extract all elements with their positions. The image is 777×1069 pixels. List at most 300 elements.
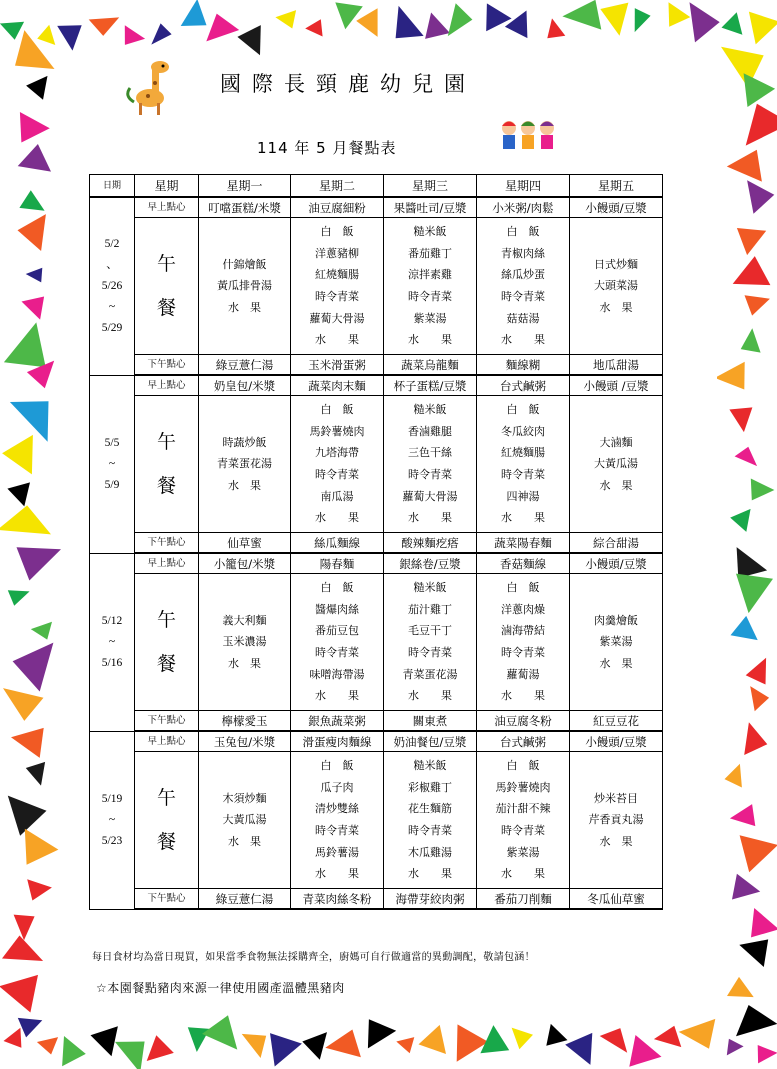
lunch-item: 白 飯 (320, 759, 354, 773)
afternoon-snack-cell: 油豆腐冬粉 (477, 711, 570, 732)
triangle-decoration (690, 2, 720, 42)
afternoon-snack-cell: 海帶芽絞肉粥 (384, 889, 477, 910)
date-line: ~ (108, 635, 116, 648)
lunch-cell (199, 752, 291, 889)
triangle-decoration (744, 722, 767, 755)
triangle-decoration (0, 22, 24, 40)
lunch-item: 水 果 (315, 867, 359, 881)
lunch-item: 涼拌素雞 (408, 268, 452, 282)
afternoon-snack-row (90, 533, 663, 554)
header-date: 日期 (90, 175, 135, 198)
lunch-item: 香滷雞腿 (408, 424, 452, 438)
date-line: 5/12 (101, 614, 123, 627)
lunch-item: 肉羹燴飯 (594, 613, 638, 627)
lunch-item: 白 飯 (506, 403, 540, 417)
afternoon-snack-cell: 綜合甜湯 (570, 533, 663, 554)
triangle-decoration (115, 1042, 145, 1069)
lunch-item: 糙米飯 (413, 403, 447, 417)
lunch-item: 水 果 (315, 333, 359, 347)
triangle-decoration (727, 150, 762, 182)
triangle-decoration (242, 1034, 267, 1058)
lunch-item: 木須炒麵 (222, 791, 267, 805)
lunch-item: 炒米苔目 (594, 791, 638, 805)
lunch-cell (199, 396, 291, 533)
lunch-item: 洋蔥豬柳 (315, 246, 359, 260)
morning-snack-cell: 台式鹹粥 (477, 375, 570, 396)
lunch-item: 水 果 (228, 656, 261, 670)
triangle-decoration (457, 1024, 489, 1061)
triangle-decoration (635, 8, 651, 32)
lunch-item: 茄汁甜不辣 (495, 802, 551, 816)
morning-snack-label: 早上點心 (135, 731, 199, 752)
lunch-item: 馬鈴薯燒肉 (309, 424, 365, 438)
lunch-item: 白 飯 (506, 225, 540, 239)
triangle-decoration (26, 76, 47, 100)
triangle-decoration (335, 2, 363, 29)
lunch-label-char: 午 (156, 787, 176, 809)
lunch-item: 水 果 (228, 478, 261, 492)
lunch-item: 什錦燴飯 (222, 257, 267, 271)
triangle-decoration (62, 1036, 86, 1066)
triangle-decoration (733, 256, 771, 285)
triangle-decoration (2, 936, 43, 962)
afternoon-snack-cell: 仙草蜜 (199, 533, 291, 554)
lunch-item: 糙米飯 (413, 225, 447, 239)
morning-snack-row (90, 553, 663, 574)
lunch-row (90, 218, 663, 355)
lunch-label (135, 574, 199, 711)
notice-text: 每日食材均為當日現買，如果當季食物無法採購齊全，廚媽可自行做適當的異動調配，敬請包涵！ (92, 952, 535, 963)
lunch-item: 味噌海帶湯 (309, 667, 365, 681)
triangle-decoration (57, 25, 81, 50)
date-line: ~ (108, 457, 116, 470)
lunch-item: 時令青菜 (408, 468, 452, 481)
lunch-cell (570, 752, 663, 889)
lunch-item: 紫菜湯 (599, 635, 633, 649)
date-line: 、 (106, 258, 118, 271)
morning-snack-cell: 小籠包/米漿 (199, 553, 291, 574)
triangle-decoration (546, 1024, 567, 1046)
triangle-decoration (181, 0, 207, 26)
lunch-item: 青菜蛋花湯 (217, 457, 272, 471)
triangle-decoration (275, 10, 296, 28)
triangle-decoration (206, 14, 239, 42)
lunch-item: 青菜蛋花湯 (402, 667, 458, 681)
lunch-item: 水 果 (599, 834, 633, 848)
lunch-item: 水 果 (315, 511, 359, 525)
triangle-decoration (746, 658, 766, 685)
lunch-item: 紫菜湯 (506, 845, 540, 859)
triangle-decoration (731, 616, 758, 640)
lunch-cell (291, 752, 384, 889)
afternoon-snack-label: 下午點心 (135, 355, 199, 376)
afternoon-snack-cell: 紅豆豆花 (570, 711, 663, 732)
lunch-item: 時令青菜 (315, 824, 359, 837)
triangle-decoration (425, 13, 450, 39)
afternoon-snack-cell: 蔬菜陽春麵 (477, 533, 570, 554)
lunch-item: 蘿蔔湯 (506, 667, 540, 681)
triangle-decoration (727, 977, 754, 997)
lunch-item: 清炒雙絲 (315, 802, 359, 816)
lunch-item: 紅燒麵腸 (501, 446, 545, 460)
triangle-decoration (13, 643, 54, 692)
morning-snack-label: 早上點心 (135, 197, 199, 218)
lunch-item: 大黃瓜湯 (594, 457, 638, 471)
triangle-decoration (715, 362, 745, 390)
lunch-item: 大頭菜湯 (594, 279, 638, 293)
morning-snack-cell: 叮噹蛋糕/米漿 (199, 197, 291, 218)
afternoon-snack-cell: 綠豆薏仁湯 (199, 889, 291, 910)
lunch-label (135, 752, 199, 889)
lunch-item: 水 果 (599, 478, 633, 492)
afternoon-snack-cell: 關東煮 (384, 711, 477, 732)
morning-snack-cell: 奶油餐包/豆漿 (384, 731, 477, 752)
lunch-item: 蘿蔔大骨湯 (309, 311, 365, 325)
triangle-decoration (4, 322, 46, 367)
week-dates (90, 197, 135, 375)
morning-snack-cell: 香菇麵線 (477, 553, 570, 574)
morning-snack-cell: 滑蛋瘦肉麵線 (291, 731, 384, 752)
lunch-cell (291, 396, 384, 533)
lunch-item: 絲瓜炒蛋 (501, 268, 545, 282)
morning-snack-label: 早上點心 (135, 375, 199, 396)
lunch-cell (570, 396, 663, 533)
triangle-decoration (18, 214, 46, 251)
lunch-cell (384, 574, 477, 711)
triangle-decoration (729, 407, 752, 432)
lunch-item: 白 飯 (320, 403, 354, 417)
lunch-label (135, 396, 199, 533)
afternoon-snack-cell: 青菜肉絲冬粉 (291, 889, 384, 910)
afternoon-snack-cell: 冬瓜仙草蜜 (570, 889, 663, 910)
triangle-decoration (727, 1039, 744, 1056)
lunch-item: 水 果 (501, 867, 545, 881)
triangle-decoration (750, 686, 769, 711)
morning-snack-cell: 小米粥/肉鬆 (477, 197, 570, 218)
triangle-decoration (147, 1035, 174, 1061)
lunch-item: 木瓜雞湯 (408, 845, 452, 859)
morning-snack-cell: 小饅頭/豆漿 (570, 197, 663, 218)
afternoon-snack-cell: 地瓜甜湯 (570, 355, 663, 376)
triangle-decoration (0, 505, 51, 534)
triangle-decoration (0, 975, 38, 1013)
triangle-decoration (732, 874, 760, 900)
triangle-decoration (654, 1026, 681, 1047)
triangle-decoration (368, 1019, 396, 1048)
lunch-item: 蘿蔔大骨湯 (402, 489, 458, 503)
triangle-decoration (22, 297, 45, 320)
triangle-decoration (18, 1018, 43, 1038)
triangle-decoration (725, 764, 742, 788)
lunch-cell (570, 218, 663, 355)
triangle-decoration (2, 435, 33, 475)
triangle-decoration (89, 17, 120, 36)
lunch-item: 白 飯 (320, 581, 354, 595)
header-day-tue: 星期二 (291, 175, 384, 198)
lunch-item: 時令青菜 (408, 646, 452, 659)
triangle-decoration (736, 1005, 777, 1036)
lunch-item: 玉米濃湯 (222, 635, 267, 649)
lunch-item: 水 果 (228, 834, 261, 848)
triangle-decoration (237, 25, 260, 55)
header-weekday: 星期 (135, 175, 199, 198)
triangle-decoration (749, 12, 777, 45)
lunch-item: 瓜子肉 (320, 780, 354, 794)
lunch-label-char: 午 (156, 431, 176, 453)
morning-snack-cell: 銀絲卷/豆漿 (384, 553, 477, 574)
triangle-decoration (737, 547, 768, 578)
lunch-item: 時令青菜 (315, 290, 359, 303)
lunch-item: 菇菇湯 (506, 311, 540, 325)
lunch-item: 時令青菜 (315, 646, 359, 659)
lunch-label-char: 餐 (156, 831, 176, 853)
lunch-label-char: 餐 (156, 653, 176, 675)
triangle-decoration (270, 1033, 302, 1066)
lunch-item: 時令青菜 (501, 290, 545, 303)
lunch-item: 番茄豆包 (315, 624, 359, 638)
lunch-item: 水 果 (501, 511, 545, 525)
triangle-decoration (679, 1019, 716, 1049)
lunch-item: 白 飯 (320, 225, 354, 239)
triangle-decoration (741, 328, 761, 352)
afternoon-snack-row (90, 889, 663, 910)
lunch-item: 醬爆肉絲 (315, 602, 359, 616)
triangle-decoration (325, 1030, 361, 1058)
week-dates (90, 731, 135, 909)
triangle-decoration (505, 11, 528, 39)
lunch-item: 三色干絲 (408, 446, 452, 460)
triangle-decoration (758, 1045, 777, 1063)
triangle-decoration (11, 728, 44, 758)
lunch-item: 水 果 (408, 689, 452, 703)
afternoon-snack-cell: 麵線糊 (477, 355, 570, 376)
lunch-item: 四神湯 (506, 489, 540, 503)
header-day-wed: 星期三 (384, 175, 477, 198)
afternoon-snack-cell: 絲瓜麵線 (291, 533, 384, 554)
afternoon-snack-label: 下午點心 (135, 889, 199, 910)
lunch-item: 水 果 (501, 333, 545, 347)
lunch-cell (199, 574, 291, 711)
triangle-decoration (448, 3, 473, 36)
triangle-decoration (20, 112, 50, 143)
lunch-item: 時令青菜 (408, 290, 452, 303)
lunch-item: 日式炒麵 (594, 257, 638, 271)
lunch-item: 南瓜湯 (320, 489, 354, 503)
triangle-decoration (739, 939, 768, 967)
triangle-decoration (31, 622, 52, 640)
triangle-decoration (730, 804, 755, 826)
lunch-item: 水 果 (228, 300, 261, 314)
lunch-item: 洋蔥肉燥 (501, 602, 545, 616)
afternoon-snack-cell: 蔬菜烏龍麵 (384, 355, 477, 376)
triangle-decoration (305, 19, 322, 36)
triangle-decoration (396, 1037, 414, 1053)
triangle-decoration (751, 908, 777, 937)
lunch-label-char: 餐 (156, 297, 176, 319)
giraffe-icon (122, 58, 182, 116)
lunch-item: 彩椒雞丁 (408, 780, 452, 794)
lunch-cell (384, 218, 477, 355)
afternoon-snack-label: 下午點心 (135, 533, 199, 554)
morning-snack-label: 早上點心 (135, 553, 199, 574)
lunch-item: 白 飯 (506, 759, 540, 773)
school-name: 國際長頸鹿幼兒園 (220, 72, 476, 96)
lunch-item: 滷海帶結 (501, 624, 545, 638)
lunch-item: 水 果 (408, 511, 452, 525)
triangle-decoration (3, 688, 44, 721)
date-line: 5/9 (104, 478, 120, 491)
morning-snack-cell: 陽春麵 (291, 553, 384, 574)
monthly-menu-table (89, 174, 663, 910)
triangle-decoration (736, 574, 773, 614)
lunch-item: 義大利麵 (222, 613, 267, 627)
triangle-decoration (18, 144, 51, 172)
header-day-mon: 星期一 (199, 175, 291, 198)
triangle-decoration (91, 1026, 118, 1056)
triangle-decoration (735, 447, 758, 466)
triangle-decoration (747, 180, 774, 214)
afternoon-snack-cell: 玉米滑蛋粥 (291, 355, 384, 376)
lunch-item: 黃瓜排骨湯 (217, 279, 272, 293)
lunch-item: 時令青菜 (501, 646, 545, 659)
lunch-item: 時蔬炒飯 (222, 435, 267, 449)
children-icon (497, 118, 559, 158)
lunch-item: 茄汁雞丁 (408, 602, 452, 616)
lunch-cell (384, 752, 477, 889)
lunch-label (135, 218, 199, 355)
triangle-decoration (37, 1037, 58, 1054)
lunch-label-char: 午 (156, 253, 176, 275)
morning-snack-row (90, 197, 663, 218)
lunch-item: 芹香貢丸湯 (588, 813, 644, 827)
afternoon-snack-cell: 番茄刀削麵 (477, 889, 570, 910)
triangle-decoration (27, 879, 52, 900)
morning-snack-cell: 果醬吐司/豆漿 (384, 197, 477, 218)
morning-snack-cell: 油豆腐細粉 (291, 197, 384, 218)
date-line: 5/19 (101, 792, 123, 805)
header-day-thu: 星期四 (477, 175, 570, 198)
lunch-label-char: 午 (156, 609, 176, 631)
lunch-item: 水 果 (501, 689, 545, 703)
date-line: 5/5 (104, 436, 120, 449)
lunch-item: 水 果 (315, 689, 359, 703)
triangle-decoration (512, 1028, 533, 1050)
triangle-decoration (202, 1015, 237, 1049)
morning-snack-cell: 蔬菜肉末麵 (291, 375, 384, 396)
lunch-item: 紫菜湯 (413, 311, 447, 325)
triangle-decoration (722, 12, 743, 34)
triangle-decoration (740, 835, 777, 872)
triangle-decoration (17, 547, 62, 580)
triangle-decoration (669, 2, 691, 27)
morning-snack-cell: 小饅頭/豆漿 (570, 731, 663, 752)
triangle-decoration (737, 228, 766, 255)
lunch-item: 大滷麵 (599, 435, 633, 449)
triangle-decoration (751, 479, 775, 501)
triangle-decoration (600, 1028, 628, 1053)
triangle-decoration (37, 25, 55, 45)
lunch-item: 大黃瓜湯 (222, 813, 267, 827)
lunch-item: 馬鈴薯燒肉 (495, 780, 551, 794)
lunch-item: 時令青菜 (315, 468, 359, 481)
triangle-decoration (419, 1025, 447, 1054)
afternoon-snack-cell: 銀魚蔬菜粥 (291, 711, 384, 732)
lunch-cell (477, 396, 570, 533)
triangle-decoration (730, 509, 750, 532)
lunch-item: 冬瓜絞肉 (501, 424, 545, 438)
lunch-item: 白 飯 (506, 581, 540, 595)
lunch-item: 時令青菜 (501, 824, 545, 837)
lunch-item: 水 果 (599, 300, 633, 314)
lunch-cell (291, 218, 384, 355)
triangle-decoration (26, 762, 45, 786)
lunch-item: 糙米飯 (413, 581, 447, 595)
triangle-decoration (745, 295, 770, 315)
date-line: 5/16 (101, 656, 123, 669)
lunch-item: 馬鈴薯湯 (315, 845, 359, 859)
lunch-row (90, 396, 663, 533)
lunch-item: 九塔海帶 (315, 446, 359, 460)
triangle-decoration (8, 590, 30, 606)
lunch-item: 水 果 (599, 656, 633, 670)
afternoon-snack-row (90, 355, 663, 376)
triangle-decoration (356, 8, 377, 37)
triangle-decoration (125, 25, 145, 45)
lunch-item: 時令青菜 (501, 468, 545, 481)
morning-snack-cell: 奶皇包/米漿 (199, 375, 291, 396)
triangle-decoration (600, 3, 628, 36)
afternoon-snack-label: 下午點心 (135, 711, 199, 732)
lunch-label-char: 餐 (156, 475, 176, 497)
lunch-cell (477, 574, 570, 711)
triangle-decoration (8, 796, 47, 836)
afternoon-snack-cell: 檸檬愛玉 (199, 711, 291, 732)
lunch-item: 紅燒麵腸 (315, 268, 359, 282)
morning-snack-row (90, 375, 663, 396)
triangle-decoration (25, 829, 59, 865)
morning-snack-row (90, 731, 663, 752)
triangle-decoration (151, 23, 171, 44)
triangle-decoration (4, 1028, 22, 1048)
triangle-decoration (7, 482, 30, 506)
triangle-decoration (480, 1025, 509, 1053)
date-line: ~ (108, 300, 116, 313)
date-line: ~ (108, 813, 116, 826)
morning-snack-cell: 小饅頭/豆漿 (570, 553, 663, 574)
lunch-cell (199, 218, 291, 355)
triangle-decoration (302, 1032, 327, 1060)
lunch-item: 水 果 (408, 867, 452, 881)
pork-notice: ☆本園餐點豬肉來源一律使用國產溫體黑豬肉 (96, 981, 345, 995)
lunch-cell (570, 574, 663, 711)
afternoon-snack-row (90, 711, 663, 732)
triangle-decoration (396, 6, 424, 38)
triangle-decoration (744, 73, 776, 107)
morning-snack-cell: 台式鹹粥 (477, 731, 570, 752)
date-line: 5/29 (101, 321, 123, 334)
date-line: 5/23 (101, 834, 123, 847)
lunch-item: 青椒肉絲 (501, 246, 545, 260)
header-day-fri: 星期五 (570, 175, 663, 198)
date-line: 5/26 (101, 279, 123, 292)
triangle-decoration (565, 1033, 592, 1065)
date-line: 5/2 (104, 237, 120, 250)
lunch-item: 糙米飯 (413, 759, 447, 773)
lunch-item: 花生麵筋 (408, 802, 452, 816)
lunch-cell (477, 218, 570, 355)
lunch-item: 時令青菜 (408, 824, 452, 837)
header-row (90, 175, 663, 198)
